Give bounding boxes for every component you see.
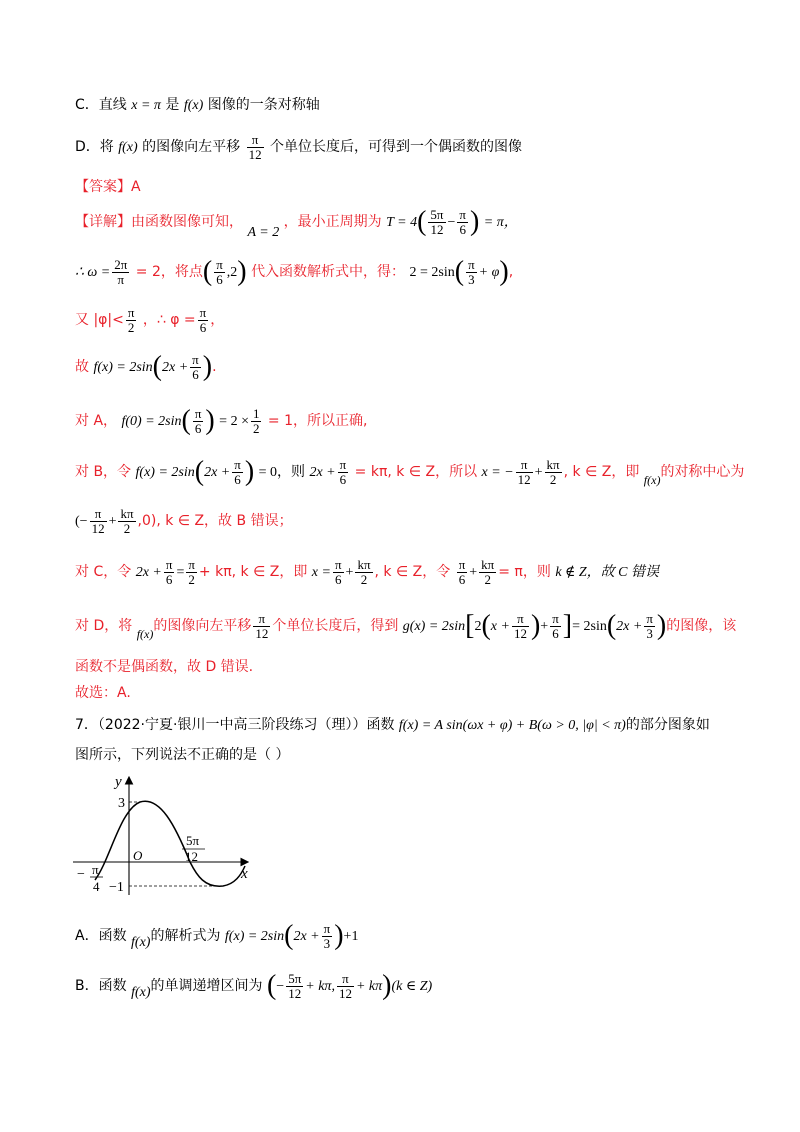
detail-line-7: (− $\frac{\pi}{12}$ + $\frac{k\pi}{2}$ ,0), k ∈ Z，故 B 错误； [75,506,293,536]
option-c: C．直线 x = π 是 f(x) 图像的一条对称轴 [75,97,320,113]
x-left-den: 4 [93,879,100,894]
option-d: D．将 f(x) 的图像向左平移 $\frac{\pi}{12}$ 个单位长度后，可得到一个偶函数的图像 [75,132,523,162]
x-right-den: 12 [185,849,198,864]
detail-line-1: 【详解】由函数图像可知， A = 2 ，最小正周期为 T = 4( $\frac{5\pi}{12}$ − $\frac{\pi}{6}$ ) = π， [75,206,518,241]
answer-label: 【答案】A [75,179,141,195]
x-axis-label: x [241,866,248,882]
x-left-minus: − [77,867,85,882]
option-a-q7: A．函数 f(x)的解析式为 f(x) = 2sin(2x + $\frac{\pi}{3}$ )+1 [75,920,359,952]
detail-line-3: 又 |φ|< $\frac{\pi}{2}$ ，∴ φ = $\frac{\pi}{6}$ ， [75,305,225,335]
detail-line-9: 对 D，将 f(x)的图像向左平移 $\frac{\pi}{12}$ 个单位长度后，得到 g(x) = 2sin[2(x + $\frac{\pi}{12}$ )+ $\frac{\pi}{6}$ ]= 2sin(2x + $\frac{\pi}{3}$ )的图像，该 [75,610,737,642]
y-max-label: 3 [118,796,125,811]
detail-line-10: 函数不是偶函数，故 D 错误. [75,659,254,675]
x-left-num: π [92,862,99,877]
question-7-line-1: 7．（2022·宁夏·银川一中高三阶段练习（理））函数 f(x) = A sin(ωx + φ) + B(ω > 0, |φ| < π)的部分图象如 [75,717,710,733]
option-b-q7: B．函数 f(x)的单调递增区间为 (− $\frac{5\pi}{12}$ + kπ, $\frac{\pi}{12}$ + kπ)(k ∈ Z) [75,970,433,1002]
detail-line-5: 对 A， f(0) = 2sin( $\frac{\pi}{6}$ ) = 2 × $\frac{1}{2}$ = 1，所以正确, [75,405,368,437]
detail-line-2: ∴ ω = $\frac{2\pi}{\pi}$ = 2，将点( $\frac{\pi}{6}$ ,2) 代入函数解析式中，得： 2 = 2sin( $\frac{\pi}{3}$ + φ), [75,256,514,288]
detail-line-11: 故选：A. [75,685,131,701]
origin-label: O [133,848,143,863]
detail-line-6: 对 B，令 f(x) = 2sin(2x + $\frac{\pi}{6}$ ) = 0，则 2x + $\frac{\pi}{6}$ = kπ, k ∈ Z，所以 x = − $\frac{\pi}{12}$ + $\frac{k\pi}{2}$ , k ∈ Z，即 f(x)的对称中心为 [75,456,745,488]
question-7-line-2: 图所示，下列说法不正确的是（ ） [75,747,290,763]
x-right-num: 5π [186,833,200,848]
y-axis-label: y [115,774,122,790]
function-graph [65,770,265,900]
y-min-label: −1 [109,880,124,895]
detail-line-4: 故 f(x) = 2sin(2x + $\frac{\pi}{6}$ ). [75,351,217,383]
detail-line-8: 对 C，令 2x + $\frac{\pi}{6}$ = $\frac{\pi}{2}$ + kπ, k ∈ Z，即 x = $\frac{\pi}{6}$ + $\frac{k\pi}{2}$ , k ∈ Z，令 $\frac{\pi}{6}$ + $\frac{k\pi}{2}$ = π，则 k ∉ Z，故 C 错误 [75,557,660,587]
sine-curve [95,801,245,886]
